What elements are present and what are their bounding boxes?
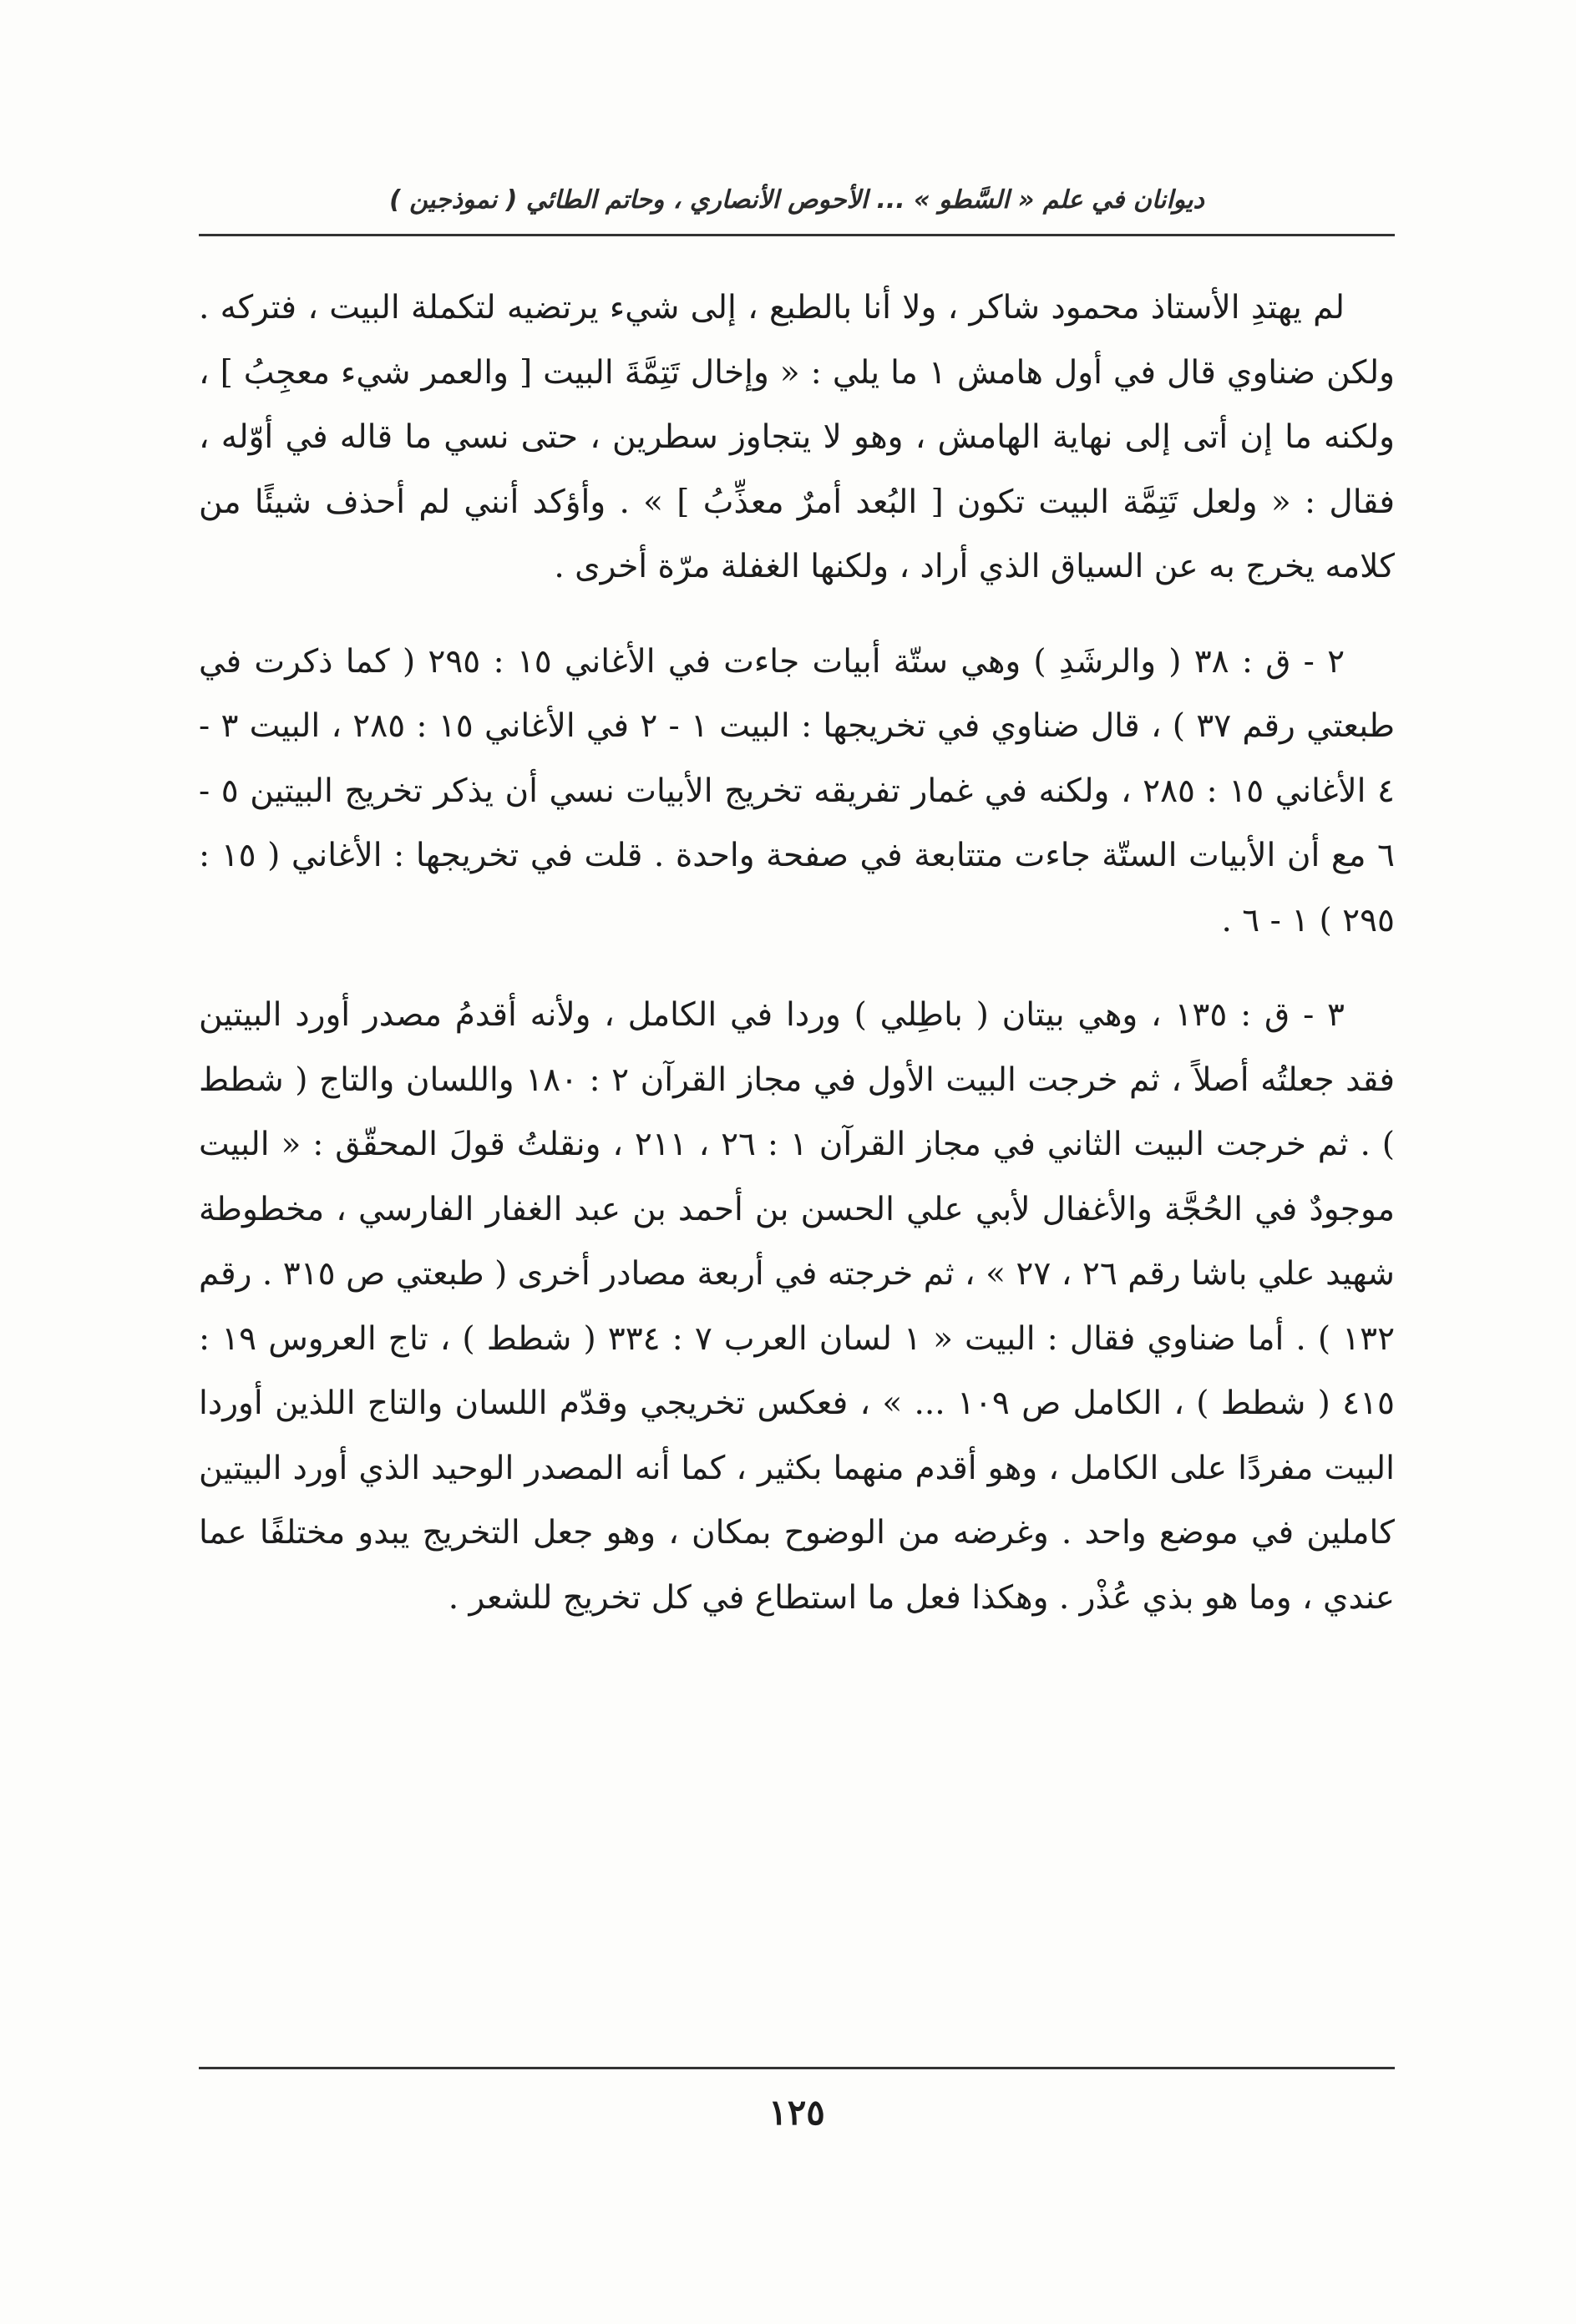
header-divider [199,234,1395,236]
page-body [199,276,1395,1630]
paragraph-2: ٢ - ق : ٣٨ ( والرشَدِ ) وهي ستّة أبيات جاءت في الأغاني ١٥ : ٢٩٥ ( كما ذكرت في طبعتي رقم ٣٧ ) ، قال ضناوي في تخريجها : البيت ١ - ٢ في الأغاني ١٥ : ٢٨٥ ، البيت ٣ - ٤ الأغاني ١٥ : ٢٨٥ ، ولكنه في غمار تفريقه تخريج الأبيات نسي أن يذكر تخريج البيتين ٥ - ٦ مع أن الأبيات الستّة جاءت متتابعة في صفحة واحدة . قلت في تخريجها : الأغاني ( ١٥ : ٢٩٥ ) ١ - ٦ . [199,642,1396,939]
running-header-title: ديوانان في علم « السَّطو » ... الأحوص الأنصاري ، وحاتم الطائي ( نموذجين ) [389,185,1204,215]
paragraph-1: لم يهتدِ الأستاذ محمود شاكر ، ولا أنا بالطبع ، إلى شيء يرتضيه لتكملة البيت ، فتركه . ولكن ضناوي قال في أول هامش ١ ما يلي : « وإخال تَتِمَّةَ البيت [ والعمر شيء معجِبُ ] ، ولكنه ما إن أتى إلى نهاية الهامش ، وهو لا يتجاوز سطرين ، حتى نسي ما قاله في أوّله ، فقال : « ولعل تَتِمَّة البيت تكون [ البُعد أمرٌ معذِّبُ ] » . وأؤكد أنني لم أحذف شيئًا من كلامه يخرج به عن السياق الذي أراد ، ولكنها الغفلة مرّة أخرى . [199,289,1395,585]
paragraph-3: ٣ - ق : ١٣٥ ، وهي بيتان ( باطِلي ) وردا في الكامل ، ولأنه أقدمُ مصدر أورد البيتين فقد جعلتُه أصلاً ، ثم خرجت البيت الأول في مجاز القرآن ٢ : ١٨٠ واللسان والتاج ( شطط ) . ثم خرجت البيت الثاني في مجاز القرآن ١ : ٢٦ ، ٢١١ ، ونقلتُ قولَ المحقّق : « البيت موجودٌ في الحُجَّة والأغفال لأبي علي الحسن بن أحمد بن عبد الغفار الفارسي ، مخطوطة شهيد علي باشا رقم ٢٦ ، ٢٧ » ، ثم خرجته في أربعة مصادر أخرى ( طبعتي ص ٣١٥ . رقم ١٣٢ ) . أما ضناوي فقال : البيت « ١ لسان العرب ٧ : ٣٣٤ ( شطط ) ، تاج العروس ١٩ : ٤١٥ ( شطط ) ، الكامل ص ١٠٩ ... » ، فعكس تخريجي وقدّم اللسان والتاج اللذين أوردا البيت مفردًا على الكامل ، وهو أقدم منهما بكثير ، كما أنه المصدر الوحيد الذي أورد البيتين كاملين في موضع واحد . وغرضه من الوضوح بمكان ، وهو جعل التخريج يبدو مختلفًا عما عندي ، وما هو بذي عُذْر . وهكذا فعل ما استطاع في كل تخريج للشعر . [199,996,1396,1617]
footer-divider [199,2067,1395,2069]
page-number: ١٢٥ [768,2092,825,2133]
